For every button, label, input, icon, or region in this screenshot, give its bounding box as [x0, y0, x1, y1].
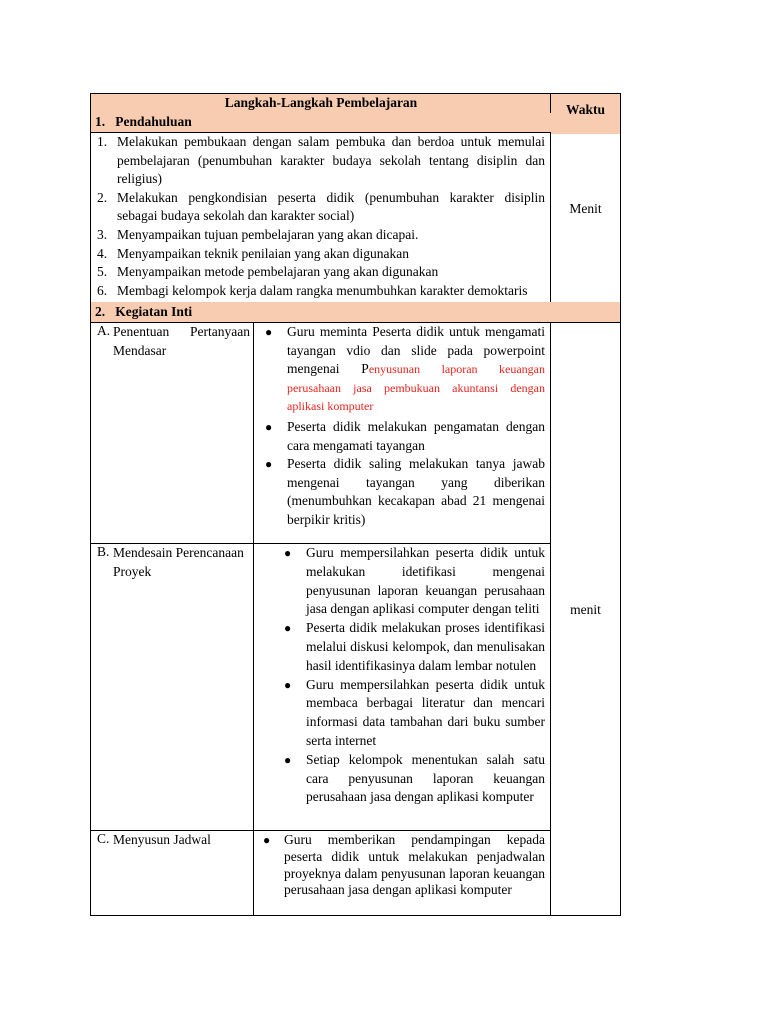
step-a-label-cell: [90, 322, 254, 544]
list-item: ● Peserta didik saling melakukan tanya jawab mengenai tayangan yang diberikan (menumbuhkan kecakapan abad 21 mengenai berpikir kritis): [265, 456, 545, 527]
bullet-icon: ●: [265, 457, 273, 472]
pendahuluan-list: [91, 133, 545, 300]
step-a-bullets: [265, 323, 545, 530]
bullet-icon: ●: [284, 621, 292, 636]
bullet-icon: ●: [284, 546, 292, 560]
bullet-icon: ●: [265, 419, 273, 434]
list-item: 2. Melakukan pengkondisian peserta didik (penumbuhan karakter disiplin sebagai budaya sekolah dan karakter social): [97, 189, 545, 224]
step-a-text: Penentuan Pertanyaan Mendasar: [113, 324, 250, 358]
step-b-label-cell: [90, 543, 254, 831]
step-a-label: A. Penentuan Pertanyaan Mendasar: [91, 322, 254, 360]
step-c-text: Menyusun Jadwal: [113, 832, 211, 847]
list-item: ● Guru mempersilahkan peserta didik untuk membaca berbagai literatur dan mencari informasi data tambahan dari buku sumber serta internet: [284, 676, 545, 748]
step-b-content-cell: [253, 543, 551, 831]
section-pendahuluan: [90, 113, 551, 133]
list-item: 4. Menyampaikan teknik penilaian yang akan digunakan: [97, 245, 410, 261]
steps-header-cell: [90, 93, 551, 114]
list-item: 3. Menyampaikan tujuan pembelajaran yang akan dicapai.: [97, 226, 419, 242]
step-a-content-cell: [253, 322, 551, 544]
pendahuluan-time-cell: [550, 133, 621, 303]
list-item: ● Guru meminta Peserta didik untuk mengamati tayangan vdio dan slide pada powerpoint mengenai Penyusunan laporan keuangan perusahaan jasa pembukuan akuntansi dengan aplikasi komputer: [265, 324, 545, 414]
step-b-label: B. Mendesain Perencanaan Proyek: [91, 543, 254, 581]
list-item: ● Peserta didik melakukan pengamatan dengan cara mengamati tayangan: [265, 418, 545, 453]
bullet-icon: ●: [284, 677, 292, 692]
bullet-icon: ●: [265, 325, 273, 339]
list-item: ● Guru memberikan pendampingan kepada peserta didik untuk melakukan penjadwalan proyeknya dalam penyusunan laporan keuangan perusahaan jasa dengan aplikasi komputer: [263, 832, 545, 898]
list-item: ● Peserta didik melakukan proses identifikasi melalui diskusi kelompok, dan menulisakan hasil identifikasinya dalam lembar notulen: [284, 620, 545, 673]
step-c-content-cell: [253, 830, 551, 916]
inti-time-cell: [550, 322, 621, 916]
step-b-text: Mendesain Perencanaan Proyek: [113, 545, 244, 579]
pendahuluan-time: Menit: [569, 201, 602, 216]
bullet-icon: ●: [284, 752, 292, 767]
step-c-label: C. Menyusun Jadwal: [91, 830, 254, 850]
step-b-bullets: [284, 544, 545, 807]
time-header-cell: [550, 93, 621, 134]
steps-header-title: Langkah-Langkah Pembelajaran: [224, 95, 418, 110]
list-item: ● Guru mempersilahkan peserta didik untuk melakukan idetifikasi mengenai penyusunan laporan keuangan perusahaan jasa dengan aplikasi computer dengan teliti: [284, 545, 545, 617]
bullet-icon: ●: [263, 833, 271, 847]
inti-time: menit: [570, 602, 601, 617]
section-kegiatan-inti: [90, 302, 621, 323]
list-item: 5. Menyampaikan metode pembelajaran yang akan digunakan: [97, 264, 439, 280]
section-pendahuluan-label: 1. Pendahuluan: [95, 114, 192, 129]
list-item: ● Setiap kelompok menentukan salah satu cara penyusunan laporan keuangan perusahaan jasa dengan aplikasi komputer: [284, 751, 545, 805]
pendahuluan-content-cell: [90, 133, 551, 303]
time-header-title: Waktu: [565, 102, 606, 117]
section-kegiatan-inti-label: 2. Kegiatan Inti: [95, 304, 193, 319]
list-item: 6. Membagi kelompok kerja dalam rangka menumbuhkan karakter demoktaris: [97, 282, 528, 298]
list-item: 1. Melakukan pembukaan dengan salam pembuka dan berdoa untuk memulai pembelajaran (penumbuhan karakter budaya sekolah tentang disiplin dan religius): [97, 134, 545, 187]
step-c-label-cell: [90, 830, 254, 916]
step-c-bullets: [263, 832, 545, 899]
